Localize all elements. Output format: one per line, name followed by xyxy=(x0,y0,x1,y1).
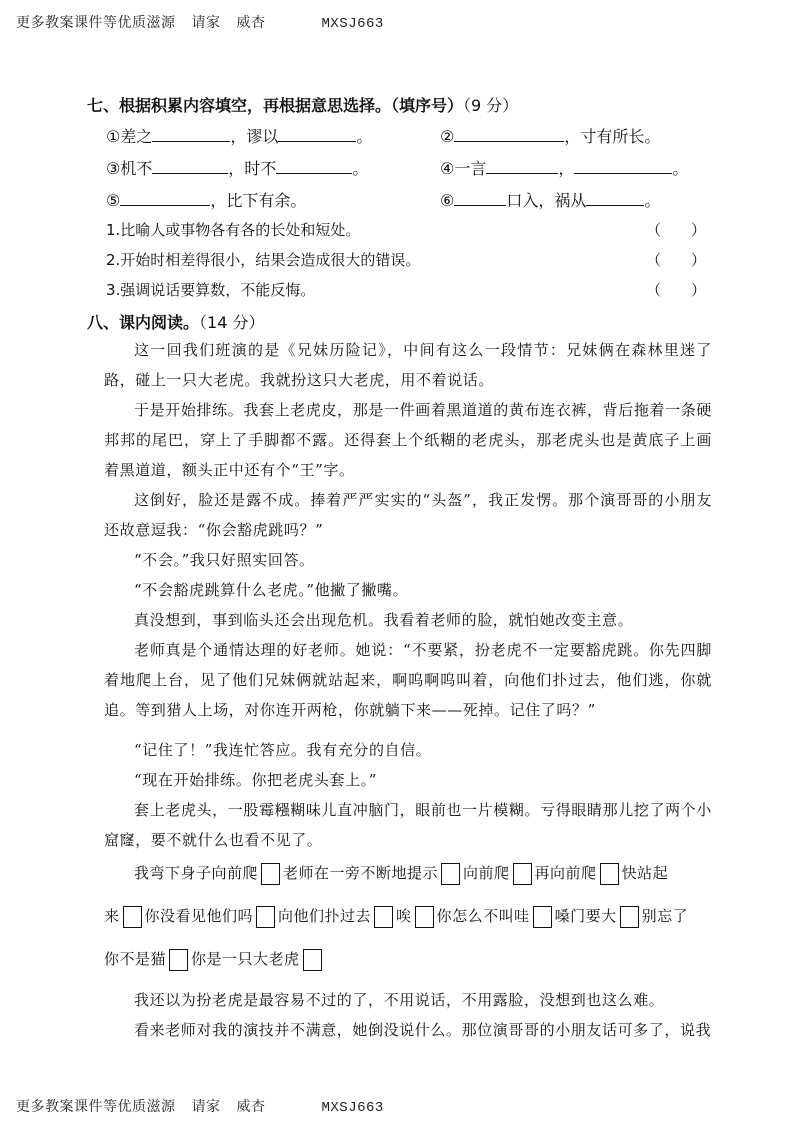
box-line-text: 你不是猫 xyxy=(104,950,167,968)
reading-paragraph: “现在开始排练。你把老虎头套上。” xyxy=(134,771,378,789)
header-promo-text: 更多教案课件等优质滋源 xyxy=(16,15,176,31)
reading-paragraph: 真没想到，事到临头还会出现危机。我看着老师的脸，就怕她改变主意。 xyxy=(134,611,634,629)
punctuation-box[interactable] xyxy=(123,906,142,928)
punctuation-line-2 xyxy=(104,905,714,928)
header-code: MXSJ663 xyxy=(321,16,384,32)
question-text: 2.开始时相差得很小，结果会造成很大的错误。 xyxy=(106,251,421,269)
fill-text: ⑤ xyxy=(106,191,121,210)
footer-code: MXSJ663 xyxy=(321,1100,384,1116)
footer-text-b: 威杏 xyxy=(236,1099,266,1115)
fill-item-5 xyxy=(106,188,306,211)
section-7-title xyxy=(87,93,518,116)
question-3 xyxy=(106,279,706,300)
box-line-text: 老师在一旁不断地提示 xyxy=(283,864,439,882)
box-line-text: 嗓门要大 xyxy=(554,907,617,925)
box-line-text: 向他们扑过去 xyxy=(278,907,372,925)
box-line-text: 别忘了 xyxy=(641,907,689,925)
reading-paragraph: 这一回我们班演的是《兄妹历险记》，中间有这么一段情节：兄妹俩在森林里迷了路，碰上一只大老虎。我就扮这只大老虎，用不着说话。 xyxy=(104,341,712,389)
page-footer xyxy=(16,1096,384,1116)
punctuation-line-1 xyxy=(104,862,744,885)
fill-text: 。 xyxy=(356,127,373,146)
punctuation-box[interactable] xyxy=(441,863,460,885)
answer-blank[interactable] xyxy=(574,159,672,174)
box-line-text: 唉 xyxy=(396,907,412,925)
box-line-text: 你没看见他们吗 xyxy=(144,907,254,925)
fill-item-6 xyxy=(440,188,660,211)
footer-text-a: 请家 xyxy=(191,1099,221,1115)
box-line-text: 我弯下身子向前爬 xyxy=(134,864,259,882)
answer-paren[interactable]: （ ） xyxy=(645,221,706,239)
fill-text: ② xyxy=(440,127,455,146)
fill-item-4 xyxy=(440,156,688,179)
section-7-score: （9 分） xyxy=(463,96,519,115)
box-line-text: 来 xyxy=(104,907,120,925)
punctuation-box[interactable] xyxy=(620,906,639,928)
answer-blank[interactable] xyxy=(120,191,210,206)
fill-text: ，比下有余。 xyxy=(210,191,307,210)
box-line-text: 你怎么不叫哇 xyxy=(436,907,530,925)
fill-text: ，谬以 xyxy=(230,127,279,146)
reading-paragraph: 老师真是个通情达理的好老师。她说：“不要紧，扮老虎不一定要豁虎跳。你先四脚着地爬上台，见了他们兄妹俩就站起来，啊呜啊呜叫着，向他们扑过去，他们逃，你就追。等到猎人上场，对你连开两枪，你就躺下来——死掉。记住了吗？” xyxy=(104,641,712,719)
answer-paren[interactable]: （ ） xyxy=(645,281,706,299)
answer-blank[interactable] xyxy=(152,159,228,174)
fill-item-3 xyxy=(106,156,368,179)
box-line-text: 快站起 xyxy=(621,864,669,882)
question-2 xyxy=(106,249,706,270)
reading-paragraph: 套上老虎头，一股霉糨糊味儿直冲脑门，眼前也一片模糊。亏得眼睛那儿挖了两个小窟窿，要不就什么也看不见了。 xyxy=(104,801,712,849)
punctuation-box[interactable] xyxy=(513,863,532,885)
punctuation-box[interactable] xyxy=(600,863,619,885)
answer-blank[interactable] xyxy=(454,127,564,142)
fill-item-2 xyxy=(440,124,660,147)
footer-promo-text: 更多教案课件等优质滋源 xyxy=(16,1099,176,1115)
reading-paragraph: 于是开始排练。我套上老虎皮，那是一件画着黑道道的黄布连衣裤，背后拖着一条硬邦邦的尾巴，穿上了手脚都不露。还得套上个纸糊的老虎头，那老虎头也是黄底子上画着黑道道，额头正中还有个“王”字。 xyxy=(104,401,712,479)
punctuation-box[interactable] xyxy=(415,906,434,928)
box-line-text: 向前爬 xyxy=(463,864,510,882)
fill-text: 。 xyxy=(644,191,661,210)
reading-paragraph: “不会豁虎跳算什么老虎。”他撇了撇嘴。 xyxy=(134,581,409,599)
box-line-text: 你是一只大老虎 xyxy=(191,950,300,968)
fill-text: ④一言 xyxy=(440,159,487,178)
page-header xyxy=(16,12,384,32)
reading-paragraph: 这倒好，脸还是露不成。捧着严严实实的“头盔”，我正发愣。那个演哥哥的小朋友还故意逗我：“你会豁虎跳吗？” xyxy=(104,491,712,539)
section-8-title-text: 八、课内阅读。 xyxy=(87,313,200,332)
fill-text: ，寸有所长。 xyxy=(564,127,661,146)
header-text-a: 请家 xyxy=(191,15,221,31)
fill-text: 口入，祸从 xyxy=(506,191,587,210)
punctuation-box[interactable] xyxy=(256,906,275,928)
box-line-text: 再向前爬 xyxy=(534,864,597,882)
punctuation-box[interactable] xyxy=(374,906,393,928)
punctuation-line-3 xyxy=(104,948,714,971)
answer-blank[interactable] xyxy=(152,127,230,142)
reading-paragraph: “不会。”我只好照实回答。 xyxy=(134,551,315,569)
fill-text: ， xyxy=(558,159,575,178)
fill-text: 。 xyxy=(352,159,369,178)
question-text: 3.强调说话要算数，不能反悔。 xyxy=(106,281,316,299)
fill-text: ⑥ xyxy=(440,191,455,210)
punctuation-box[interactable] xyxy=(169,949,188,971)
answer-blank[interactable] xyxy=(278,127,356,142)
answer-blank[interactable] xyxy=(586,191,644,206)
reading-paragraph: “记住了！”我连忙答应。我有充分的自信。 xyxy=(134,741,432,759)
question-text: 1.比喻人或事物各有各的长处和短处。 xyxy=(106,221,361,239)
fill-item-1 xyxy=(106,124,372,147)
reading-paragraph: 看来老师对我的演技并不满意，她倒没说什么。那位演哥哥的小朋友话可多了，说我 xyxy=(134,1021,712,1039)
punctuation-box[interactable] xyxy=(261,863,280,885)
answer-blank[interactable] xyxy=(276,159,352,174)
fill-text: ①差之 xyxy=(106,127,153,146)
fill-text: ③机不 xyxy=(106,159,153,178)
answer-blank[interactable] xyxy=(486,159,558,174)
reading-paragraph: 我还以为扮老虎是最容易不过的了，不用说话，不用露脸，没想到也这么难。 xyxy=(134,991,665,1009)
section-7-title-text: 七、根据积累内容填空，再根据意思选择。（填序号） xyxy=(87,96,464,115)
section-8-title xyxy=(87,310,264,333)
fill-text: ，时不 xyxy=(228,159,277,178)
header-text-b: 威杏 xyxy=(236,15,266,31)
answer-blank[interactable] xyxy=(454,191,506,206)
fill-text: 。 xyxy=(672,159,689,178)
punctuation-box[interactable] xyxy=(303,949,322,971)
question-1 xyxy=(106,219,706,240)
section-8-score: （14 分） xyxy=(199,313,265,332)
punctuation-box[interactable] xyxy=(533,906,552,928)
answer-paren[interactable]: （ ） xyxy=(645,251,706,269)
